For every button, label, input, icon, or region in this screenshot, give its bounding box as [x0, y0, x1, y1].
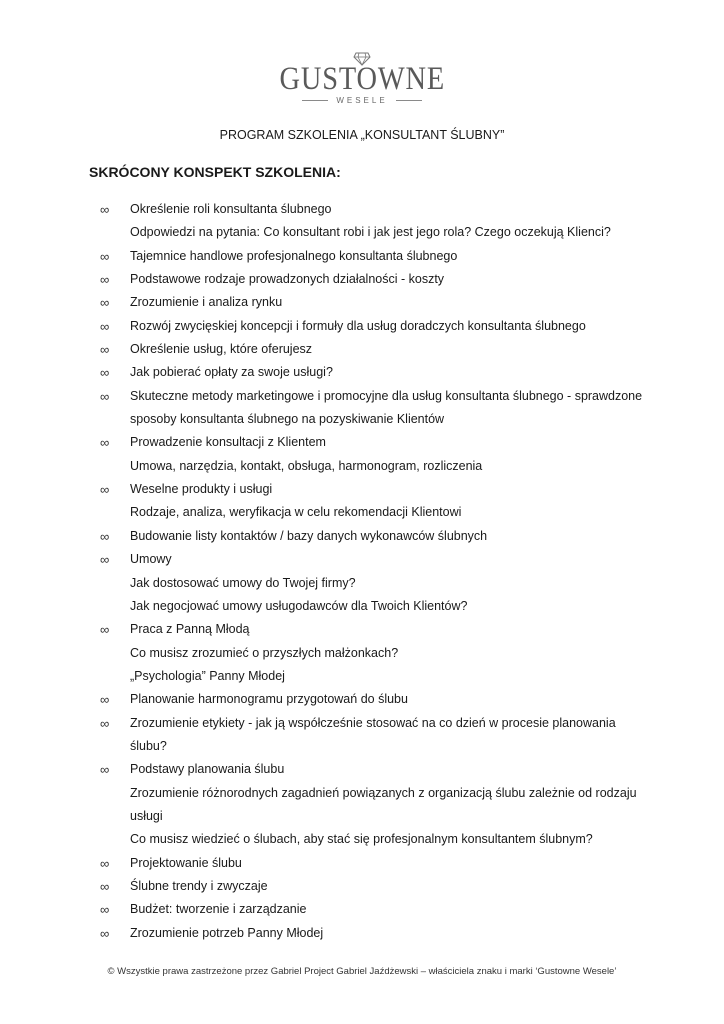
outline-text: ślubu? — [130, 738, 167, 753]
outline-text: Planowanie harmonogramu przygotowań do ślubu — [130, 692, 408, 707]
outline-text: Określenie roli konsultanta ślubnego — [130, 202, 332, 216]
outline-item — [100, 245, 660, 268]
outline-text: Ślubne trendy i zwyczaje — [130, 878, 268, 893]
outline-subitem — [100, 665, 660, 688]
outline-text: Rodzaje, analiza, weryfikacja w celu rekomendacji Klientowi — [130, 505, 462, 520]
section-title: SKRÓCONY KONSPEKT SZKOLENIA: — [89, 164, 341, 180]
outline-subitem — [100, 595, 660, 618]
outline-text: Projektowanie ślubu — [130, 855, 242, 870]
outline-text: Rozwój zwycięskiej koncepcji i formuły dla usług doradczych konsultanta ślubnego — [130, 318, 586, 333]
outline-text: Co musisz wiedzieć o ślubach, aby stać się profesjonalnym konsultantem ślubnym? — [130, 832, 593, 847]
outline-item — [100, 922, 660, 945]
outline-text: Budżet: tworzenie i zarządzanie — [130, 902, 307, 917]
outline-text: Prowadzenie konsultacji z Klientem — [130, 435, 326, 450]
outline-item — [100, 431, 660, 454]
outline-item — [100, 268, 660, 291]
outline-item — [100, 291, 660, 314]
outline-text: Jak negocjować umowy usługodawców dla Twoich Klientów? — [130, 598, 468, 613]
outline-text: Co musisz zrozumieć o przyszłych małżonkach? — [130, 645, 399, 660]
outline-text: Zrozumienie różnorodnych zagadnień powiązanych z organizacją ślubu zależnie od rodzaju — [130, 785, 637, 800]
outline-text: usługi — [130, 808, 163, 823]
infinity-bullet-icon: ∞ — [100, 622, 110, 638]
outline-text: „Psychologia” Panny Młodej — [130, 668, 285, 683]
outline-item — [100, 688, 660, 711]
outline-item — [100, 852, 660, 875]
infinity-bullet-icon: ∞ — [100, 692, 110, 708]
infinity-bullet-icon: ∞ — [100, 318, 110, 334]
outline-text: Jak pobierać opłaty za swoje usługi? — [130, 365, 333, 380]
infinity-bullet-icon: ∞ — [100, 272, 110, 288]
outline-text: sposoby konsultanta ślubnego na pozyskiwanie Klientów — [130, 412, 445, 427]
infinity-bullet-icon: ∞ — [100, 248, 110, 264]
outline-text: Podstawowe rodzaje prowadzonych działalności - koszty — [130, 272, 445, 287]
infinity-bullet-icon: ∞ — [100, 435, 110, 451]
outline-subitem — [100, 455, 660, 478]
outline-item — [100, 198, 660, 221]
brand-logo — [0, 52, 724, 105]
infinity-bullet-icon: ∞ — [100, 528, 110, 544]
logo-subline — [0, 96, 724, 105]
outline-subitem — [100, 782, 660, 805]
infinity-bullet-icon: ∞ — [100, 552, 110, 568]
outline-item — [100, 758, 660, 781]
infinity-bullet-icon: ∞ — [100, 295, 110, 311]
outline-text: Zrozumienie etykiety - jak ją współcześnie stosować na co dzień w procesie planowania — [130, 715, 616, 730]
outline-item — [100, 712, 660, 735]
logo-subtext: WESELE — [336, 96, 388, 105]
infinity-bullet-icon: ∞ — [100, 878, 110, 894]
infinity-bullet-icon: ∞ — [100, 925, 110, 941]
infinity-bullet-icon: ∞ — [100, 762, 110, 778]
infinity-bullet-icon: ∞ — [100, 342, 110, 358]
outline-subitem — [100, 642, 660, 665]
program-title: PROGRAM SZKOLENIA „KONSULTANT ŚLUBNY” — [219, 128, 505, 142]
infinity-bullet-icon: ∞ — [100, 855, 110, 871]
infinity-bullet-icon: ∞ — [100, 202, 110, 217]
infinity-bullet-icon: ∞ — [100, 388, 110, 404]
outline-text: Praca z Panną Młodą — [130, 622, 250, 637]
copyright-footer: © Wszystkie prawa zastrzeżone przez Gabriel Project Gabriel Jaźdżewski – właściciela znaku i marki ‘Gustowne Wesele’ — [107, 966, 617, 977]
outline-item — [100, 875, 660, 898]
outline-text: Tajemnice handlowe profesjonalnego konsultanta ślubnego — [130, 248, 458, 263]
outline-item — [100, 618, 660, 641]
outline-item — [100, 315, 660, 338]
outline-item — [100, 525, 660, 548]
outline-subitem — [100, 805, 660, 828]
infinity-bullet-icon: ∞ — [100, 902, 110, 918]
outline-item — [100, 478, 660, 501]
outline-subitem — [100, 828, 660, 851]
infinity-bullet-icon: ∞ — [100, 715, 110, 731]
outline-text: Podstawy planowania ślubu — [130, 762, 285, 777]
outline-text: Określenie usług, które oferujesz — [130, 342, 313, 357]
outline-item — [100, 898, 660, 921]
outline-text: Budowanie listy kontaktów / bazy danych wykonawców ślubnych — [130, 528, 488, 543]
infinity-bullet-icon: ∞ — [100, 482, 110, 498]
infinity-bullet-icon: ∞ — [100, 365, 110, 381]
outline-text: Umowa, narzędzia, kontakt, obsługa, harmonogram, rozliczenia — [130, 458, 483, 473]
outline-text: Weselne produkty i usługi — [130, 482, 273, 497]
outline-item — [100, 385, 660, 408]
outline-subitem — [100, 501, 660, 524]
logo-divider-left — [302, 100, 328, 101]
outline-item — [100, 338, 660, 361]
outline-subitem — [100, 735, 660, 758]
outline-subitem — [100, 572, 660, 595]
outline-text: Umowy — [130, 552, 172, 567]
logo-wordmark: GUSTOWNE — [279, 61, 445, 97]
outline-text: Zrozumienie i analiza rynku — [130, 295, 283, 310]
outline-text: Jak dostosować umowy do Twojej firmy? — [130, 575, 356, 590]
outline-text: Skuteczne metody marketingowe i promocyjne dla usług konsultanta ślubnego - sprawdzone — [130, 388, 643, 403]
outline-text: Zrozumienie potrzeb Panny Młodej — [130, 925, 324, 940]
outline-item — [100, 548, 660, 571]
outline-item — [100, 361, 660, 384]
outline-subitem — [100, 221, 660, 244]
logo-divider-right — [396, 100, 422, 101]
outline-list — [100, 198, 660, 945]
outline-text: Odpowiedzi na pytania: Co konsultant robi i jak jest jego rola? Czego oczekują Klienci? — [130, 225, 611, 240]
outline-subitem — [100, 408, 660, 431]
